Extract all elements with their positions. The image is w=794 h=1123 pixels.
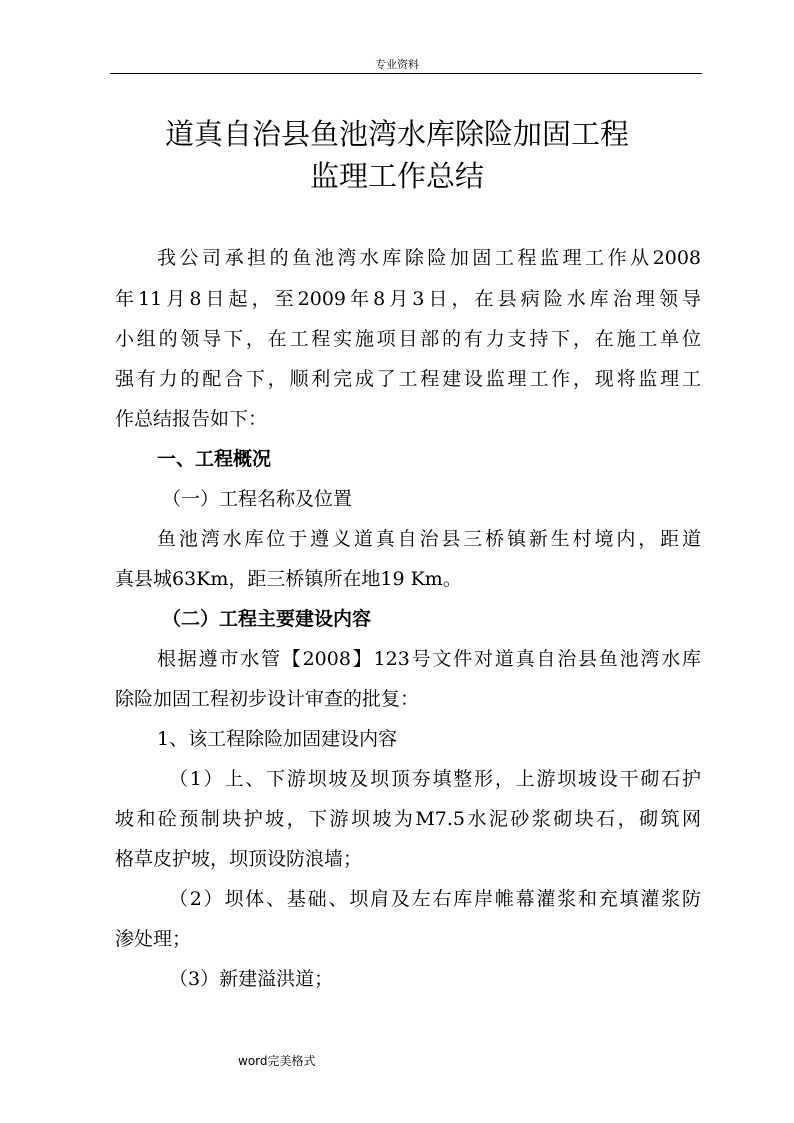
- item-heading-1: 1、该工程除险加固建设内容: [157, 728, 398, 750]
- item-2-line-1: （2）坝体、基础、坝肩及左右库岸帷幕灌浆和充填灌浆防: [169, 888, 701, 910]
- section-heading-overview: 一、工程概况: [157, 448, 272, 470]
- header-divider: [110, 73, 702, 74]
- intro-line-3: 小组的领导下，在工程实施项目部的有力支持下，在施工单位: [115, 328, 701, 350]
- subsection-heading-name-location: （一）工程名称及位置: [162, 488, 353, 510]
- item-3-line-1: （3）新建溢洪道；: [169, 968, 334, 990]
- page-header: 专业资料: [375, 58, 419, 71]
- item-1-line-3: 格草皮护坡，坝顶设防浪墙；: [115, 848, 363, 870]
- page-footer: word完美格式: [238, 1054, 316, 1068]
- approval-line-2: 除险加固工程初步设计审查的批复：: [115, 688, 420, 710]
- document-title-line-1: 道真自治县鱼池湾水库除险加固工程: [164, 117, 629, 151]
- subsection-heading-main-content: （二）工程主要建设内容: [162, 608, 372, 630]
- item-2-line-2: 渗处理；: [115, 928, 192, 950]
- intro-line-1: 我公司承担的鱼池湾水库除险加固工程监理工作从2008: [157, 247, 701, 269]
- intro-line-4: 强有力的配合下，顺利完成了工程建设监理工作，现将监理工: [115, 368, 701, 390]
- item-1-line-2: 坡和砼预制块护坡，下游坝坡为M7.5水泥砂浆砌块石，砌筑网: [115, 808, 701, 830]
- item-1-line-1: （1）上、下游坝坡及坝顶夯填整形，上游坝坡设干砌石护: [169, 768, 701, 790]
- location-line-1: 鱼池湾水库位于遵义道真自治县三桥镇新生村境内，距道: [157, 528, 701, 550]
- location-line-2: 真县城63Km，距三桥镇所在地19 Km。: [115, 568, 462, 590]
- document-title-line-2: 监理工作总结: [309, 159, 484, 193]
- intro-line-2: 年11月8日起，至2009年8月3日，在县病险水库治理领导: [115, 288, 701, 310]
- approval-line-1: 根据遵市水管【2008】123号文件对道真自治县鱼池湾水库: [157, 648, 701, 670]
- intro-line-5: 作总结报告如下：: [115, 408, 268, 430]
